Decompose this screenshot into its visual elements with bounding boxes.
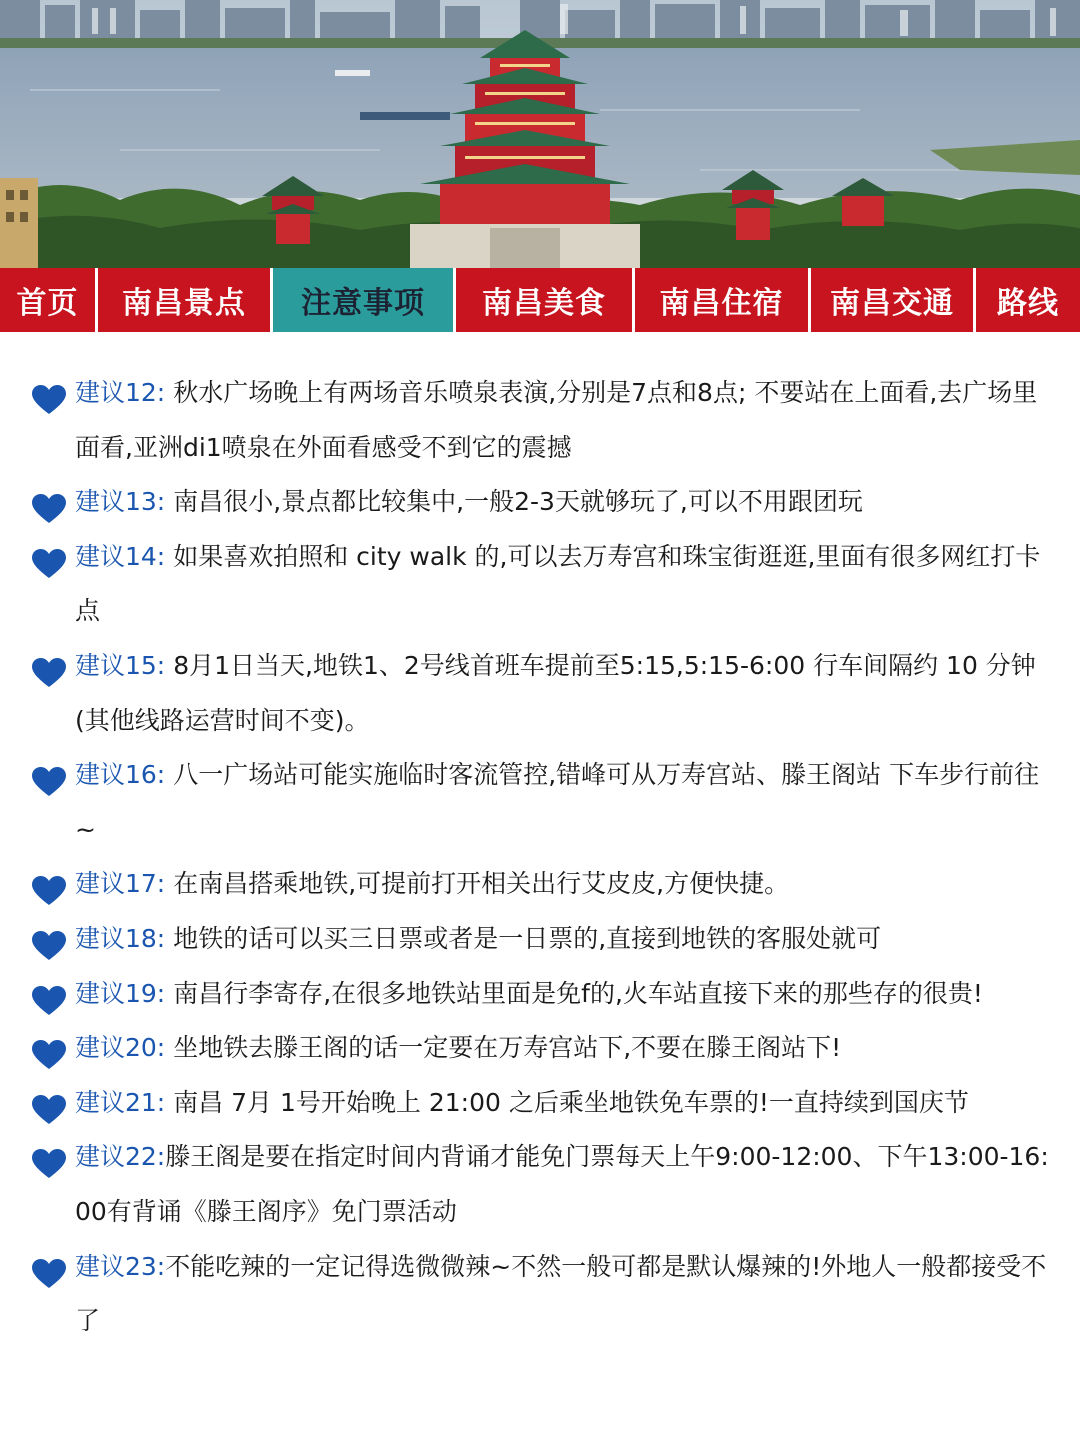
tip-item [32,857,1050,912]
tab-routes-label: 路线 [997,286,1059,321]
tip-text: 如果喜欢拍照和 city walk 的,可以去万寿宫和珠宝街逛逛,里面有很多网红打卡点 [75,541,1041,626]
tab-attractions[interactable] [98,268,270,332]
tip-label: 建议16: [75,760,166,790]
tip-label: 建议15: [75,650,166,680]
tip-label: 建议23: [75,1251,166,1281]
tip-label: 建议21: [75,1087,166,1117]
tip-label: 建议12: [75,378,166,407]
tip-text: 南昌行李寄存,在很多地铁站里面是免f的,火车站直接下来的那些存的很贵! [165,978,983,1008]
tab-food[interactable] [456,268,632,332]
heart-icon [32,1254,66,1284]
heart-icon [32,489,66,519]
tip-text: 南昌很小,景点都比较集中,一般2-3天就够玩了,可以不用跟团玩 [165,487,863,517]
hero-image [0,0,1080,268]
heart-icon [32,926,66,956]
tab-transport[interactable] [811,268,973,332]
tab-attractions-label: 南昌景点 [122,286,246,321]
heart-icon [32,544,66,574]
tip-label: 建议14: [75,541,166,571]
tip-item [32,748,1050,857]
tip-item [32,1240,1050,1349]
tip-text: 坐地铁去滕王阁的话一定要在万寿宫站下,不要在滕王阁站下! [165,1033,842,1063]
tip-text: 在南昌搭乘地铁,可提前打开相关出行艾皮皮,方便快捷。 [165,869,790,899]
tip-item [32,530,1050,639]
tip-label: 建议13: [75,487,166,517]
tip-item [32,1130,1050,1239]
tab-transport-label: 南昌交通 [830,286,954,321]
tips-list [0,332,1080,1349]
tip-text: 八一广场站可能实施临时客流管控,错峰可从万寿宫站、滕王阁站 下车步行前往~ [75,760,1040,844]
tip-item [32,912,1050,967]
tip-label: 建议19: [75,978,166,1008]
tip-text: 滕王阁是要在指定时间内背诵才能免门票每天上午9:00-12:00、下午13:00-16:00有背诵《滕王阁序》免门票活动 [75,1142,1049,1226]
tip-text: 不能吃辣的一定记得选微微辣~不然一般可都是默认爆辣的!外地人一般都接受不了 [75,1251,1047,1336]
tab-notes-label: 注意事项 [301,286,425,321]
tip-label: 建议17: [75,869,166,899]
tip-item [32,366,1050,475]
heart-icon [32,871,66,901]
tab-food-label: 南昌美食 [482,286,606,321]
heart-icon [32,653,66,683]
tip-label: 建议22: [75,1142,166,1172]
tip-item [32,1021,1050,1076]
heart-icon [32,1035,66,1065]
tip-text: 8月1日当天,地铁1、2号线首班车提前至5:15,5:15-6:00 行车间隔约 10 分钟(其他线路运营时间不变)。 [75,650,1036,735]
tip-item [32,475,1050,530]
tip-text: 南昌 7月 1号开始晚上 21:00 之后乘坐地铁免车票的!一直持续到国庆节 [165,1087,969,1117]
tab-home[interactable] [0,268,95,332]
tip-item [32,639,1050,748]
heart-icon [32,1144,66,1174]
heart-icon [32,380,66,410]
tab-routes[interactable] [976,268,1080,332]
heart-icon [32,762,66,792]
tab-accommodation[interactable] [635,268,808,332]
tip-label: 建议20: [75,1033,166,1063]
heart-icon [32,1090,66,1120]
tip-label: 建议18: [75,923,166,953]
tip-item [32,1076,1050,1131]
tab-accommodation-label: 南昌住宿 [659,286,784,321]
tab-notes[interactable] [273,268,453,332]
heart-icon [32,981,66,1011]
tip-item [32,967,1050,1022]
tab-home-label: 首页 [16,286,79,321]
hero-illustration [0,0,1080,268]
tip-text: 地铁的话可以买三日票或者是一日票的,直接到地铁的客服处就可 [165,923,882,953]
nav-bar [0,268,1080,332]
tip-text: 秋水广场晚上有两场音乐喷泉表演,分别是7点和8点; 不要站在上面看,去广场里面看,亚洲di1喷泉在外面看感受不到它的震撼 [75,378,1038,462]
